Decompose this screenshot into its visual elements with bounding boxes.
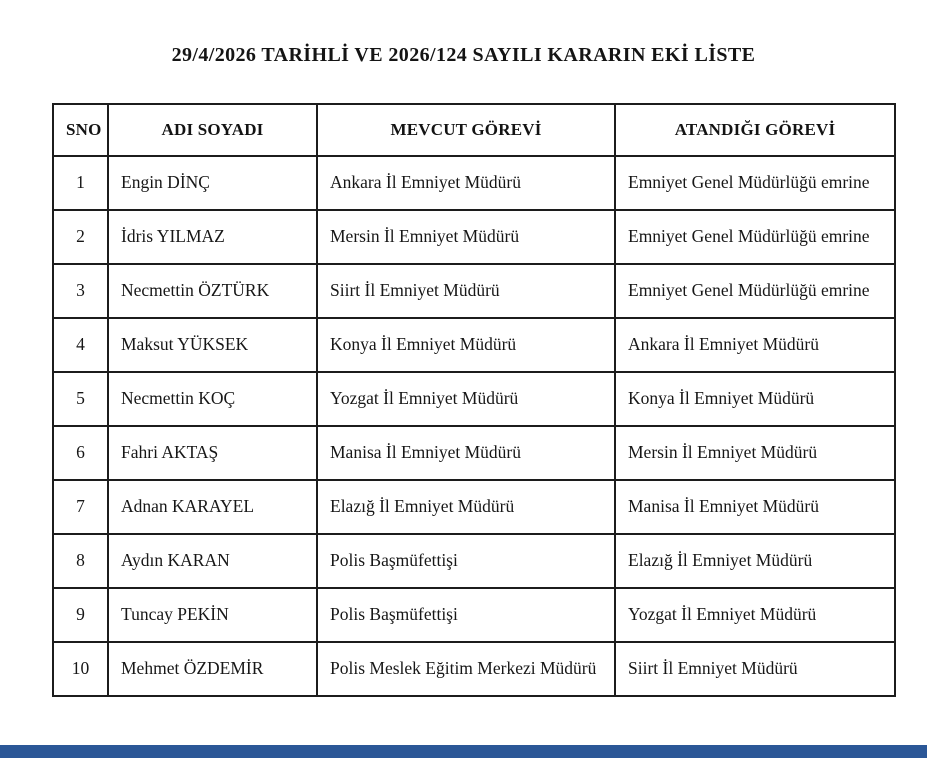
assignment-table [52, 103, 896, 697]
sno-cell: 3 [53, 264, 108, 318]
sno-cell: 5 [53, 372, 108, 426]
assigned-role-cell: Elazığ İl Emniyet Müdürü [615, 534, 895, 588]
header-row [53, 104, 895, 156]
sno-cell: 7 [53, 480, 108, 534]
current-role-cell: Ankara İl Emniyet Müdürü [317, 156, 615, 210]
assigned-role-cell: Emniyet Genel Müdürlüğü emrine [615, 210, 895, 264]
name-cell: Adnan KARAYEL [108, 480, 317, 534]
assigned-role-cell: Emniyet Genel Müdürlüğü emrine [615, 264, 895, 318]
assigned-role-cell: Manisa İl Emniyet Müdürü [615, 480, 895, 534]
assigned-role-cell: Konya İl Emniyet Müdürü [615, 372, 895, 426]
sno-cell: 6 [53, 426, 108, 480]
table-body [53, 156, 895, 696]
table-row [53, 264, 895, 318]
assigned-role-cell: Yozgat İl Emniyet Müdürü [615, 588, 895, 642]
current-role-cell: Polis Başmüfettişi [317, 534, 615, 588]
name-cell: Engin DİNÇ [108, 156, 317, 210]
current-role-cell: Polis Başmüfettişi [317, 588, 615, 642]
assigned-role-cell: Mersin İl Emniyet Müdürü [615, 426, 895, 480]
table-row [53, 156, 895, 210]
name-cell: Necmettin KOÇ [108, 372, 317, 426]
name-cell: Mehmet ÖZDEMİR [108, 642, 317, 696]
name-cell: Fahri AKTAŞ [108, 426, 317, 480]
current-role-cell: Manisa İl Emniyet Müdürü [317, 426, 615, 480]
document-title: 29/4/2026 TARİHLİ VE 2026/124 SAYILI KARARIN EKİ LİSTE [171, 44, 756, 66]
column-header-sno: SNO [53, 104, 108, 156]
table-row [53, 372, 895, 426]
current-role-cell: Polis Meslek Eğitim Merkezi Müdürü [317, 642, 615, 696]
name-cell: İdris YILMAZ [108, 210, 317, 264]
sno-cell: 8 [53, 534, 108, 588]
name-cell: Aydın KARAN [108, 534, 317, 588]
column-header-current: MEVCUT GÖREVİ [317, 104, 615, 156]
table-header [53, 104, 895, 156]
current-role-cell: Mersin İl Emniyet Müdürü [317, 210, 615, 264]
table-row [53, 210, 895, 264]
table-row [53, 426, 895, 480]
sno-cell: 4 [53, 318, 108, 372]
table-row [53, 318, 895, 372]
current-role-cell: Elazığ İl Emniyet Müdürü [317, 480, 615, 534]
assigned-role-cell: Ankara İl Emniyet Müdürü [615, 318, 895, 372]
sno-cell: 1 [53, 156, 108, 210]
table-row [53, 480, 895, 534]
current-role-cell: Siirt İl Emniyet Müdürü [317, 264, 615, 318]
bottom-bar [0, 745, 927, 758]
table-row [53, 642, 895, 696]
sno-cell: 2 [53, 210, 108, 264]
column-header-assigned: ATANDIĞI GÖREVİ [615, 104, 895, 156]
assigned-role-cell: Emniyet Genel Müdürlüğü emrine [615, 156, 895, 210]
column-header-name: ADI SOYADI [108, 104, 317, 156]
table-row [53, 588, 895, 642]
current-role-cell: Konya İl Emniyet Müdürü [317, 318, 615, 372]
name-cell: Tuncay PEKİN [108, 588, 317, 642]
table-row [53, 534, 895, 588]
sno-cell: 9 [53, 588, 108, 642]
current-role-cell: Yozgat İl Emniyet Müdürü [317, 372, 615, 426]
name-cell: Necmettin ÖZTÜRK [108, 264, 317, 318]
name-cell: Maksut YÜKSEK [108, 318, 317, 372]
sno-cell: 10 [53, 642, 108, 696]
assigned-role-cell: Siirt İl Emniyet Müdürü [615, 642, 895, 696]
